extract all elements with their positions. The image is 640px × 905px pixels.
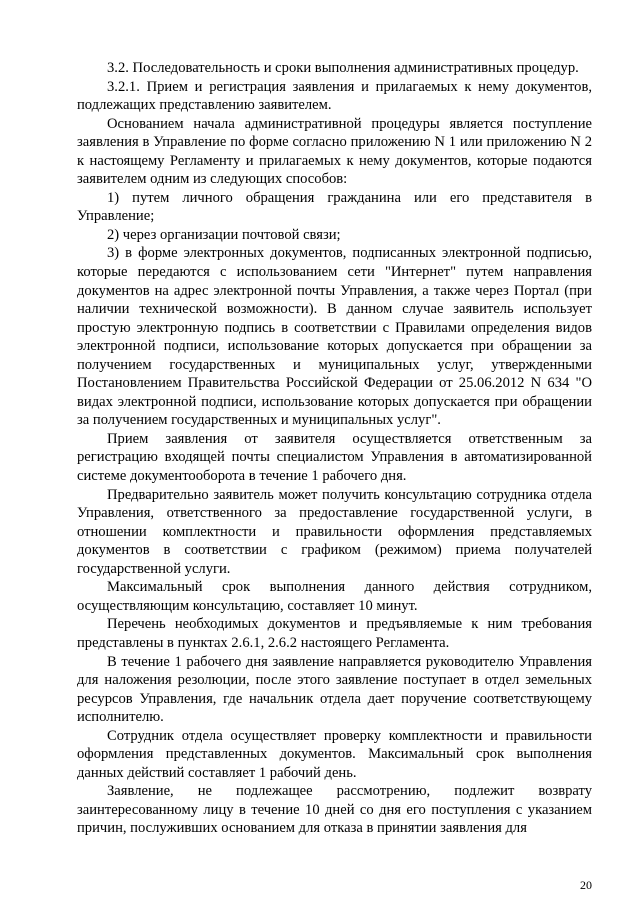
paragraph-return: Заявление, не подлежащее рассмотрению, подлежит возврату заинтересованному лицу в течение 10 дней со дня его поступления с указанием причин, послуживших основанием для отказа в принятии заявления для [77,783,592,837]
paragraph-documents-list: Перечень необходимых документов и предъявляемые к ним требования представлены в пунктах 2.6.1, 2.6.2 настоящего Регламента. [77,616,592,651]
paragraph-method-3: 3) в форме электронных документов, подписанных электронной подписью, которые передаются с использованием сети "Интернет" путем направления документов на адрес электронной почты Управления, а также через Портал (при наличии технической возможности). В данном случае заявитель использует простую электронную подпись в соответствии с Правилами определения видов электронной подписи, использование которых допускается при обращении за получением государственных и муниципальных услуг, утвержденными Постановлением Правительства Российской Федерации от 25.06.2012 N 634 "О видах электронной подписи, использование которых допускается при обращении за получением государственных и муниципальных услуг". [77,245,592,429]
paragraph-procedure-basis: Основанием начала административной процедуры является поступление заявления в Управление по форме согласно приложению N 1 или приложению N 2 к настоящему Регламенту и прилагаемых к нему документов, которые подаются заявителем одним из следующих способов: [77,115,592,188]
page-number: 20 [580,878,592,892]
paragraph-section-3-2-1: 3.2.1. Прием и регистрация заявления и прилагаемых к нему документов, подлежащих представлению заявителем. [77,78,592,114]
paragraph-acceptance: Прием заявления от заявителя осуществляется ответственным за регистрацию входящей почты специалистом Управления в автоматизированной системе документооборота в течение 1 рабочего дня. [77,430,592,485]
paragraph-max-term: Максимальный срок выполнения данного действия сотрудником, осуществляющим консультацию, составляет 10 минут. [77,579,592,614]
paragraph-resolution: В течение 1 рабочего дня заявление направляется руководителю Управления для наложения резолюции, после этого заявление поступает в отдел земельных ресурсов Управления, где начальник отдела дает поручение соответствующему исполнителю. [77,653,592,726]
paragraph-section-3-2: 3.2. Последовательность и сроки выполнения административных процедур. [107,60,579,76]
paragraph-verification: Сотрудник отдела осуществляет проверку комплектности и правильности оформления представленных документов. Максимальный срок выполнения данных действий составляет 1 рабочий день. [77,727,592,781]
paragraph-consultation: Предварительно заявитель может получить консультацию сотрудника отдела Управления, ответственного за предоставление государственной услуги, в отношении комплектности и правильности оформления представляемых документов в соответствии с графиком (режимом) приема получателей государственной услуги. [77,486,592,577]
paragraph-method-2: 2) через организации почтовой связи; [107,226,341,243]
document-body [77,59,592,838]
paragraph-method-1: 1) путем личного обращения гражданина или его представителя в Управление; [77,189,592,225]
